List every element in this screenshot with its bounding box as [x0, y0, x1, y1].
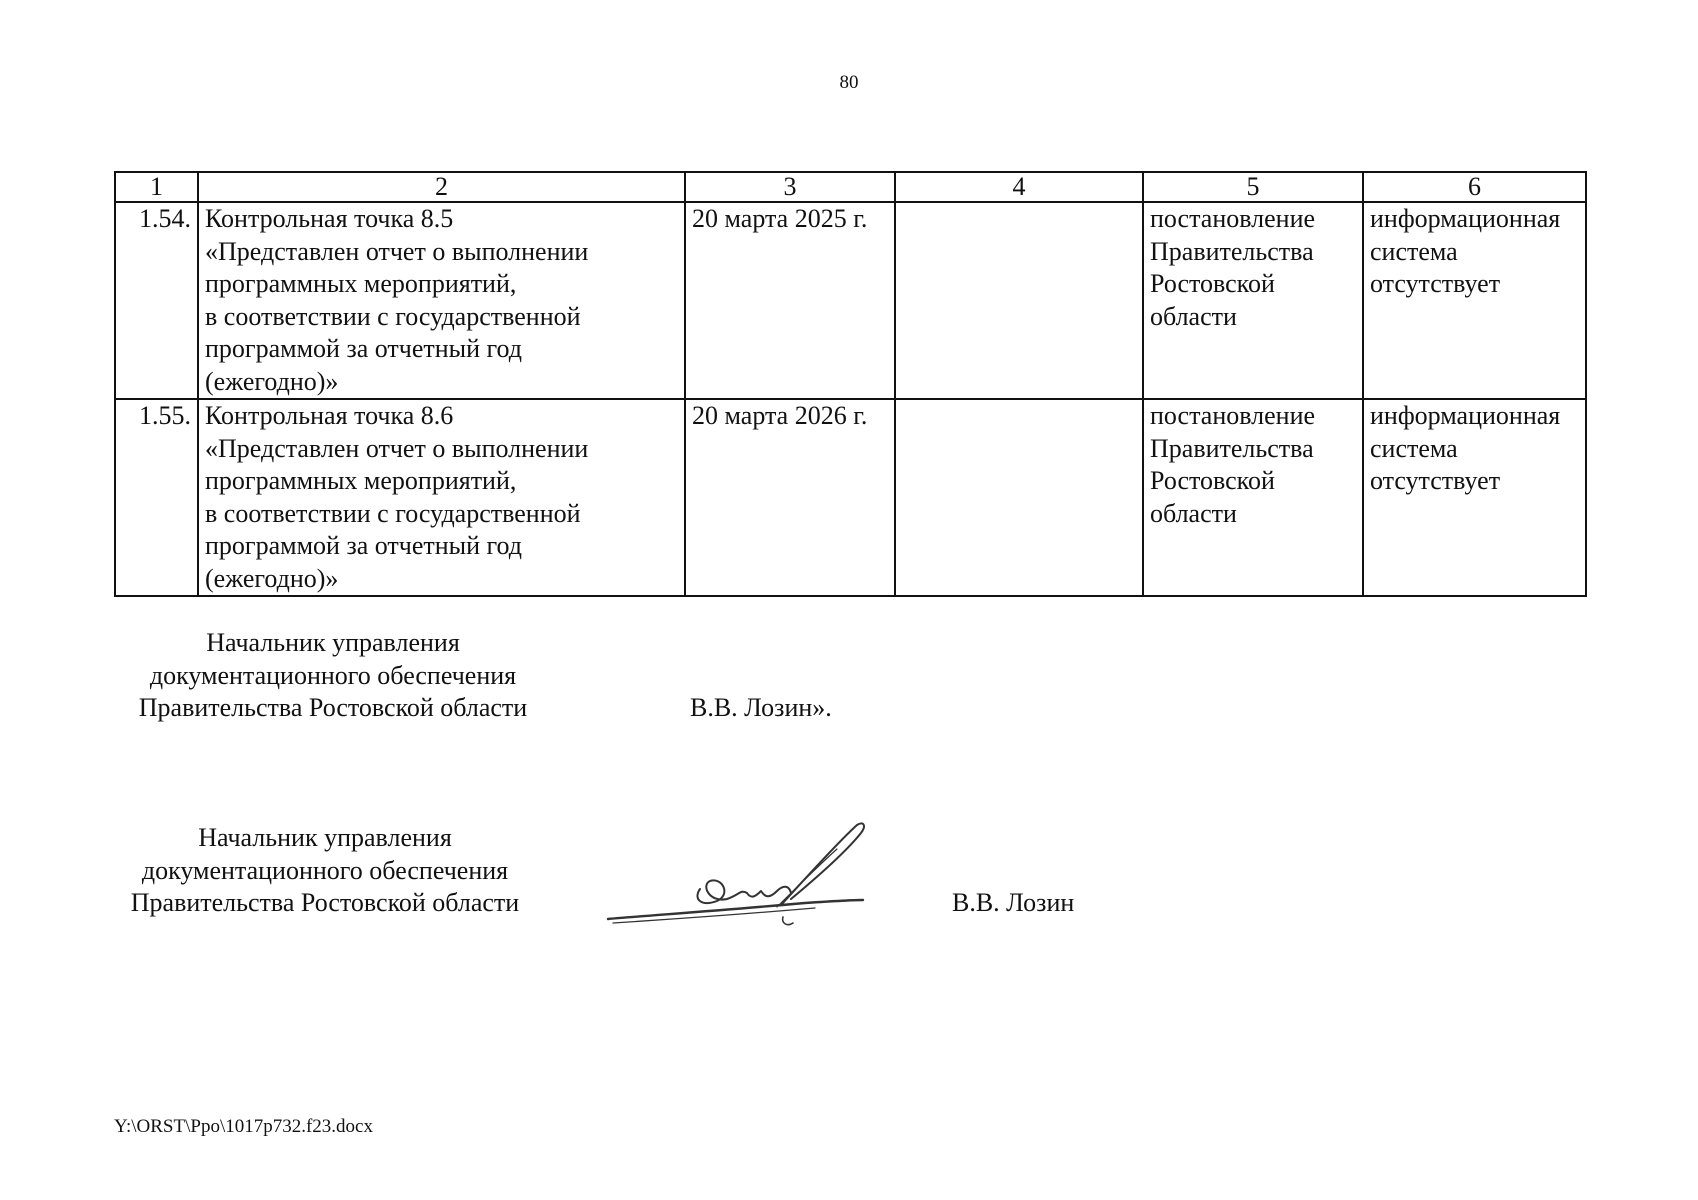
system-line: система [1370, 236, 1458, 266]
signer-name: В.В. Лозин». [690, 693, 832, 722]
information-system [1363, 399, 1586, 596]
description-line: Контрольная точка 8.6 [205, 401, 454, 430]
document-line: Ростовской [1150, 269, 1275, 298]
control-point-description [198, 202, 685, 399]
description-line: «Представлен отчет о выполнении [205, 236, 589, 266]
document-type [1143, 202, 1363, 399]
handwritten-signature-icon [605, 819, 895, 934]
position-line: Начальник управления [206, 628, 460, 657]
signature-block-original [0, 627, 1698, 727]
document-type [1143, 399, 1363, 596]
row-number: 1.54. [115, 202, 198, 399]
description-line: в соответствии с государственной [205, 498, 581, 528]
position-line: Начальник управления [198, 823, 452, 852]
document-line: области [1150, 301, 1237, 331]
table-row [115, 202, 1586, 399]
header-row [115, 172, 1586, 202]
signer-position [113, 627, 553, 725]
description-line: программных мероприятий, [205, 466, 517, 495]
description-line: (ежегодно)» [205, 366, 339, 396]
description-line: в соответствии с государственной [205, 301, 581, 331]
document-line: области [1150, 498, 1237, 528]
position-line: Правительства Ростовской области [138, 693, 528, 722]
control-point-description [198, 399, 685, 596]
description-line: программой за отчетный год [205, 531, 523, 560]
deadline-date: 20 марта 2025 г. [685, 202, 895, 399]
description-line: Контрольная точка 8.5 [205, 204, 454, 233]
responsible-cell [895, 202, 1143, 399]
position-line: документационного обеспечения [141, 855, 509, 885]
deadline-date: 20 марта 2026 г. [685, 399, 895, 596]
description-line: программой за отчетный год [205, 334, 523, 363]
document-line: постановление [1150, 401, 1316, 430]
system-line: информационная [1370, 401, 1561, 430]
plan-table [114, 171, 1587, 597]
system-line: информационная [1370, 204, 1561, 233]
page-number: 80 [839, 72, 859, 93]
file-path: Y:\ORST\Ppo\1017p732.f23.docx [114, 1116, 373, 1137]
column-header: 6 [1363, 172, 1586, 202]
signature-block-certified [0, 822, 1698, 942]
document-line: постановление [1150, 204, 1316, 233]
column-header: 2 [198, 172, 685, 202]
signer-position [105, 822, 545, 920]
responsible-cell [895, 399, 1143, 596]
position-line: документационного обеспечения [149, 660, 517, 690]
row-number: 1.55. [115, 399, 198, 596]
document-line: Правительства [1150, 236, 1314, 266]
column-header: 5 [1143, 172, 1363, 202]
system-line: отсутствует [1370, 466, 1501, 495]
column-header: 4 [895, 172, 1143, 202]
description-line: программных мероприятий, [205, 269, 517, 298]
description-line: «Представлен отчет о выполнении [205, 433, 589, 463]
system-line: отсутствует [1370, 269, 1501, 298]
column-header: 1 [115, 172, 198, 202]
signer-name: В.В. Лозин [952, 888, 1075, 917]
system-line: система [1370, 433, 1458, 463]
document-line: Ростовской [1150, 466, 1275, 495]
column-header: 3 [685, 172, 895, 202]
description-line: (ежегодно)» [205, 563, 339, 593]
information-system [1363, 202, 1586, 399]
table-row [115, 399, 1586, 596]
position-line: Правительства Ростовской области [130, 888, 520, 917]
document-line: Правительства [1150, 433, 1314, 463]
